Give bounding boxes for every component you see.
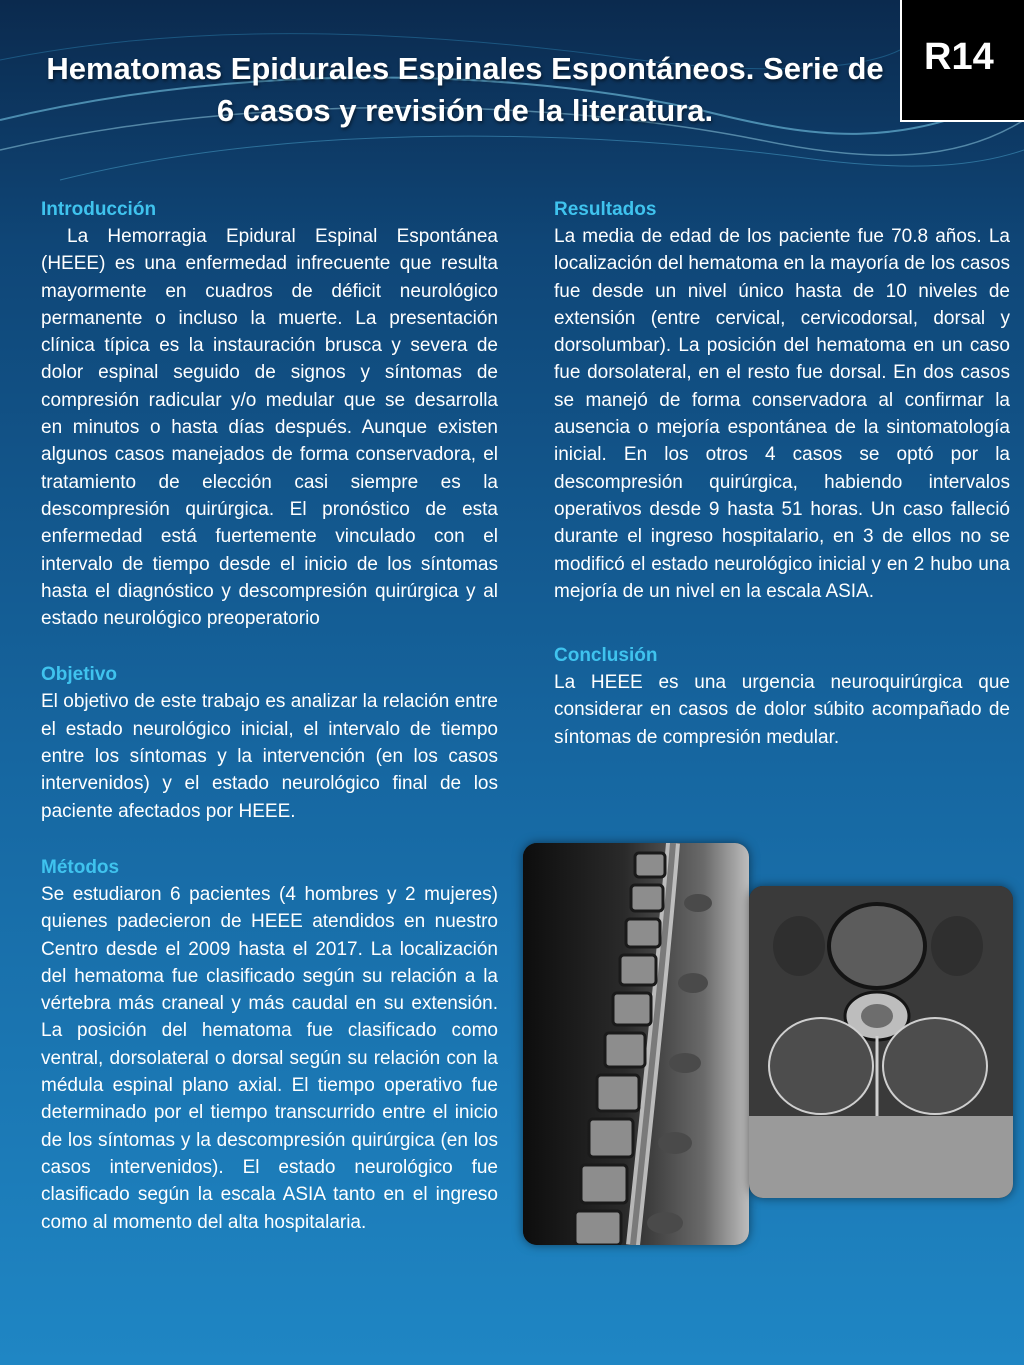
poster-title: Hematomas Epidurales Espinales Espontáneos. Serie de 6 casos y revisión de la literatura.: [46, 51, 884, 128]
objetivo-body: El objetivo de este trabajo es analizar la relación entre el estado neurológico inicial, el intervalo de tiempo entre los síntomas y la intervención (en los casos intervenidos) y el estado neurológico final de los paciente afectados por HEEE.: [41, 691, 498, 822]
introduccion-heading: Introducción: [41, 199, 157, 220]
conclusion-heading: Conclusión: [554, 645, 658, 667]
resultados-body: La media de edad de los paciente fue 70.8 años. La localización del hematoma en la mayoría de los casos fue desde un nivel único hasta de 10 niveles de extensión (entre cervical, cervicodorsal, dorsal y dorsolumbar). La posición del hematoma en un caso fue dorsolateral, en el resto fue dorsal. En dos casos se manejó de forma conservadora al confirmar la ausencia o mejoría espontánea de la sintomatología inicial. En los otros 4 casos se optó por la descompresión quirúrgica, habiendo intervalos operativos desde 9 hasta 51 horas. Un caso falleció durante el ingreso hospitalario, en 3 de ellos no se modificó el estado neurológico inicial y en 2 hubo una mejoría de un nivel en la escala ASIA.: [554, 226, 1010, 602]
poster-id-badge: [900, 0, 1024, 122]
poster-id-label: R14: [924, 36, 994, 78]
objetivo-heading: Objetivo: [41, 664, 118, 686]
sagittal-mri-image: [523, 843, 749, 1245]
left-column: [41, 196, 498, 1236]
axial-mri-image: [749, 886, 1013, 1198]
metodos-body: Se estudiaron 6 pacientes (4 hombres y 2 mujeres) quienes padecieron de HEEE atendidos en nuestro Centro desde el 2009 hasta el 2017. La localización del hematoma fue clasificado según su relación a la vértebra más craneal y más caudal en su extensión. La posición del hematoma fue clasificado como ventral, dorsolateral o dorsal según su relación con la médula espinal plano axial. El tiempo operativo fue determinado por el tiempo transcurrido entre el inicio de los síntomas y la descompresión quirúrgica (en los casos intervenidos). El estado neurológico fue clasificado según la escala ASIA tanto en el ingreso como al momento del alta hospitalaria.: [41, 883, 498, 1233]
right-column: [554, 196, 1010, 751]
metodos-heading: Métodos: [41, 856, 120, 878]
resultados-heading: Resultados: [554, 199, 657, 220]
introduccion-body: La Hemorragia Epidural Espinal Espontánea (HEEE) es una enfermedad infrecuente que resulta mayormente en cuadros de déficit neurológico permanente o incluso la muerte. La presentación clínica típica es la instauración brusca y severa de dolor espinal seguido de signos y síntomas de compresión radicular y/o medular que se desarrolla en minutos o hasta días después. Aunque existen algunos casos manejados de forma conservadora, el tratamiento de elección casi siempre es la descompresión quirúrgica. El pronóstico de esta enfermedad está fuertemente vinculado con el intervalo de tiempo desde el inicio de los síntomas hasta el diagnóstico y descompresión quirúrgica y al estado neurológico preoperatorio: [41, 226, 498, 630]
conclusion-body: La HEEE es una urgencia neuroquirúrgica que considerar en casos de dolor súbito acompañado de síntomas de compresión medular.: [554, 672, 1010, 748]
